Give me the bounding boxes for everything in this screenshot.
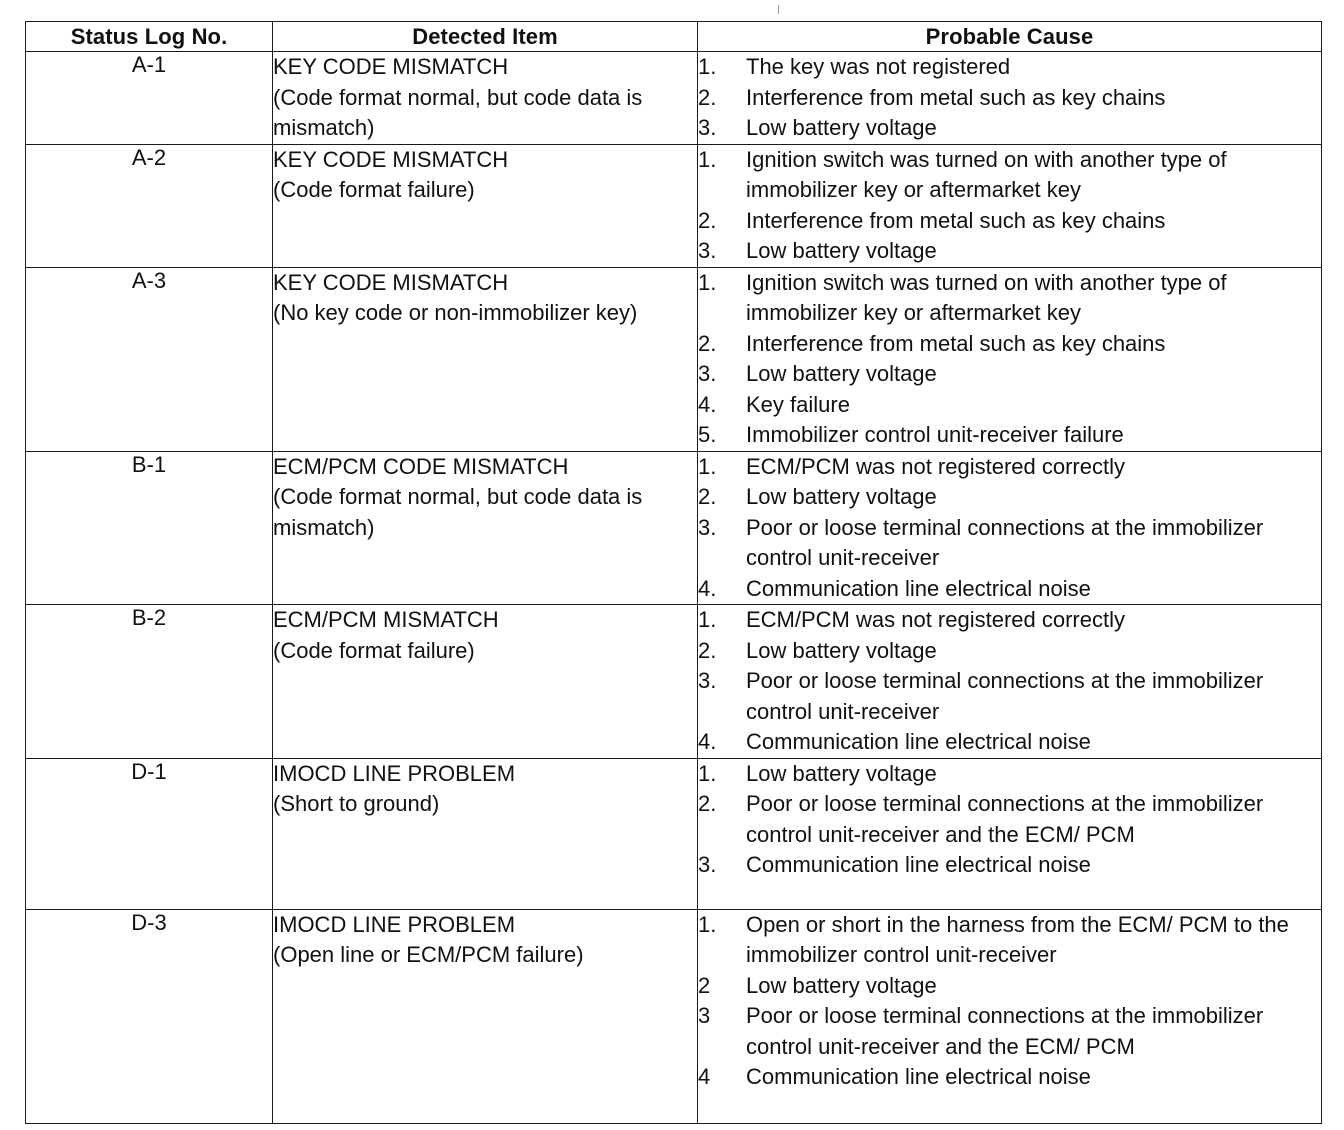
- cause-number: 2: [698, 972, 711, 998]
- table-row: [26, 451, 1322, 605]
- probable-cause-item: [698, 206, 1321, 237]
- cause-text: Interference from metal such as key chains: [746, 84, 1166, 110]
- cause-number: 3.: [698, 852, 717, 877]
- cause-number: 4.: [698, 729, 717, 754]
- table-row: [26, 267, 1322, 451]
- cause-number: 3.: [698, 361, 717, 386]
- table-body: [26, 52, 1322, 1124]
- probable-cause-item: [698, 83, 1321, 114]
- detected-item-cell: [273, 758, 698, 909]
- table-row: [26, 758, 1322, 909]
- probable-cause-cell: [698, 451, 1322, 605]
- table-row: [26, 52, 1322, 145]
- cause-text: Poor or loose terminal connections at the immobilizer control unit-receiver: [746, 668, 1264, 724]
- status-log-no-cell: B-2: [26, 605, 273, 759]
- detected-item-detail: (No key code or non-immobilizer key): [273, 300, 638, 325]
- cause-number: 5.: [698, 422, 717, 447]
- cause-number: 4.: [698, 391, 717, 417]
- probable-cause-item: [698, 52, 1321, 83]
- cause-number: 1.: [698, 453, 717, 479]
- table-row: [26, 605, 1322, 759]
- probable-cause-item: [698, 636, 1321, 667]
- probable-cause-list: [698, 52, 1321, 144]
- cause-number: 1.: [698, 146, 717, 172]
- detected-item-detail: (Open line or ECM/PCM failure): [273, 942, 584, 967]
- detected-item-cell: [273, 909, 698, 1123]
- status-log-no-cell: D-3: [26, 909, 273, 1123]
- probable-cause-item: [698, 759, 1321, 790]
- cause-number: 1.: [698, 54, 717, 79]
- cause-number: 2.: [698, 207, 717, 233]
- probable-cause-item: [698, 789, 1321, 850]
- detected-item-cell: [273, 52, 698, 145]
- probable-cause-item: [698, 1001, 1321, 1062]
- probable-cause-item: [698, 1062, 1321, 1093]
- probable-cause-cell: [698, 267, 1322, 451]
- detected-item-cell: [273, 144, 698, 267]
- probable-cause-cell: [698, 52, 1322, 145]
- probable-cause-item: [698, 390, 1321, 421]
- probable-cause-item: [698, 145, 1321, 206]
- cause-number: 2.: [698, 791, 717, 816]
- cause-number: 1.: [698, 911, 717, 937]
- table-row: [26, 909, 1322, 1123]
- probable-cause-item: [698, 329, 1321, 360]
- probable-cause-item: [698, 971, 1321, 1002]
- detected-item-title: KEY CODE MISMATCH: [273, 269, 509, 295]
- cause-text: Communication line electrical noise: [746, 575, 1091, 601]
- cause-text: Communication line electrical noise: [746, 729, 1091, 754]
- detected-item-title: ECM/PCM MISMATCH: [273, 607, 499, 632]
- cause-number: 1.: [698, 607, 717, 632]
- probable-cause-item: [698, 359, 1321, 390]
- cause-text: Interference from metal such as key chains: [746, 330, 1166, 356]
- cause-text: Poor or loose terminal connections at the immobilizer control unit-receiver and the ECM/ PCM: [746, 791, 1264, 847]
- probable-cause-cell: [698, 909, 1322, 1123]
- cause-number: 2.: [698, 637, 717, 663]
- status-log-no-cell: A-3: [26, 267, 273, 451]
- cause-number: 3.: [698, 115, 717, 140]
- cause-number: 3.: [698, 514, 717, 540]
- status-log-no-cell: D-1: [26, 758, 273, 909]
- table-row: [26, 144, 1322, 267]
- cause-number: 2.: [698, 330, 717, 356]
- probable-cause-list: [698, 452, 1321, 605]
- cause-text: Interference from metal such as key chains: [746, 207, 1166, 233]
- cause-text: Low battery voltage: [746, 484, 937, 509]
- probable-cause-item: [698, 482, 1321, 513]
- probable-cause-list: [698, 268, 1321, 451]
- status-log-no-cell: A-2: [26, 144, 273, 267]
- detected-item-title: KEY CODE MISMATCH: [273, 146, 509, 172]
- cause-number: 3.: [698, 668, 717, 693]
- cause-text: The key was not registered: [746, 54, 1011, 79]
- probable-cause-item: [698, 850, 1321, 881]
- cause-text: Ignition switch was turned on with another type of immobilizer key or aftermarket key: [746, 146, 1227, 202]
- probable-cause-item: [698, 420, 1321, 451]
- scan-artifact-mark: [778, 5, 779, 14]
- table-header-row: [26, 22, 1322, 52]
- header-status-log-no: Status Log No.: [26, 22, 273, 52]
- cause-number: 4: [698, 1064, 711, 1089]
- detected-item-detail: (Code format normal, but code data is mismatch): [273, 84, 643, 140]
- probable-cause-list: [698, 145, 1321, 267]
- cause-text: Communication line electrical noise: [746, 1064, 1091, 1089]
- cause-number: 2.: [698, 84, 717, 110]
- probable-cause-cell: [698, 605, 1322, 759]
- detected-item-cell: [273, 267, 698, 451]
- cause-text: Open or short in the harness from the ECM/ PCM to the immobilizer control unit-receiver: [746, 911, 1289, 967]
- detected-item-detail: (Short to ground): [273, 791, 440, 816]
- probable-cause-item: [698, 452, 1321, 483]
- detected-item-title: ECM/PCM CODE MISMATCH: [273, 453, 569, 479]
- status-log-no-cell: A-1: [26, 52, 273, 145]
- cause-text: ECM/PCM was not registered correctly: [746, 607, 1125, 632]
- cause-text: Low battery voltage: [746, 760, 937, 786]
- cause-number: 1.: [698, 269, 717, 295]
- probable-cause-item: [698, 605, 1321, 636]
- detected-item-title: KEY CODE MISMATCH: [273, 54, 509, 79]
- cause-text: Low battery voltage: [746, 238, 937, 263]
- header-probable-cause: Probable Cause: [698, 22, 1322, 52]
- probable-cause-item: [698, 513, 1321, 574]
- probable-cause-list: [698, 759, 1321, 881]
- detected-item-cell: [273, 605, 698, 759]
- probable-cause-cell: [698, 144, 1322, 267]
- cause-text: Low battery voltage: [746, 115, 937, 140]
- cause-text: Communication line electrical noise: [746, 852, 1091, 877]
- probable-cause-item: [698, 268, 1321, 329]
- cause-text: Poor or loose terminal connections at the immobilizer control unit-receiver: [746, 514, 1264, 570]
- cause-number: 3: [698, 1003, 711, 1028]
- status-log-no-cell: B-1: [26, 451, 273, 605]
- probable-cause-item: [698, 727, 1321, 758]
- cause-text: Immobilizer control unit-receiver failure: [746, 422, 1124, 447]
- cause-text: Ignition switch was turned on with another type of immobilizer key or aftermarket key: [746, 269, 1227, 325]
- probable-cause-list: [698, 910, 1321, 1093]
- cause-text: ECM/PCM was not registered correctly: [746, 453, 1125, 479]
- header-detected-item: Detected Item: [273, 22, 698, 52]
- detected-item-detail: (Code format normal, but code data is mismatch): [273, 484, 643, 540]
- probable-cause-item: [698, 666, 1321, 727]
- detected-item-detail: (Code format failure): [273, 177, 475, 202]
- status-log-table: [25, 21, 1322, 1124]
- cause-number: 4.: [698, 575, 717, 601]
- detected-item-title: IMOCD LINE PROBLEM: [273, 911, 516, 937]
- cause-number: 3.: [698, 238, 717, 263]
- probable-cause-list: [698, 605, 1321, 758]
- detected-item-title: IMOCD LINE PROBLEM: [273, 760, 516, 786]
- cause-text: Low battery voltage: [746, 361, 937, 386]
- probable-cause-item: [698, 113, 1321, 144]
- detected-item-cell: [273, 451, 698, 605]
- probable-cause-item: [698, 574, 1321, 605]
- probable-cause-item: [698, 236, 1321, 267]
- probable-cause-item: [698, 910, 1321, 971]
- cause-text: Poor or loose terminal connections at the immobilizer control unit-receiver and the ECM/ PCM: [746, 1003, 1264, 1059]
- detected-item-detail: (Code format failure): [273, 637, 475, 663]
- probable-cause-cell: [698, 758, 1322, 909]
- cause-text: Low battery voltage: [746, 972, 937, 998]
- cause-number: 1.: [698, 760, 717, 786]
- cause-text: Low battery voltage: [746, 637, 937, 663]
- cause-number: 2.: [698, 484, 717, 509]
- cause-text: Key failure: [746, 391, 850, 417]
